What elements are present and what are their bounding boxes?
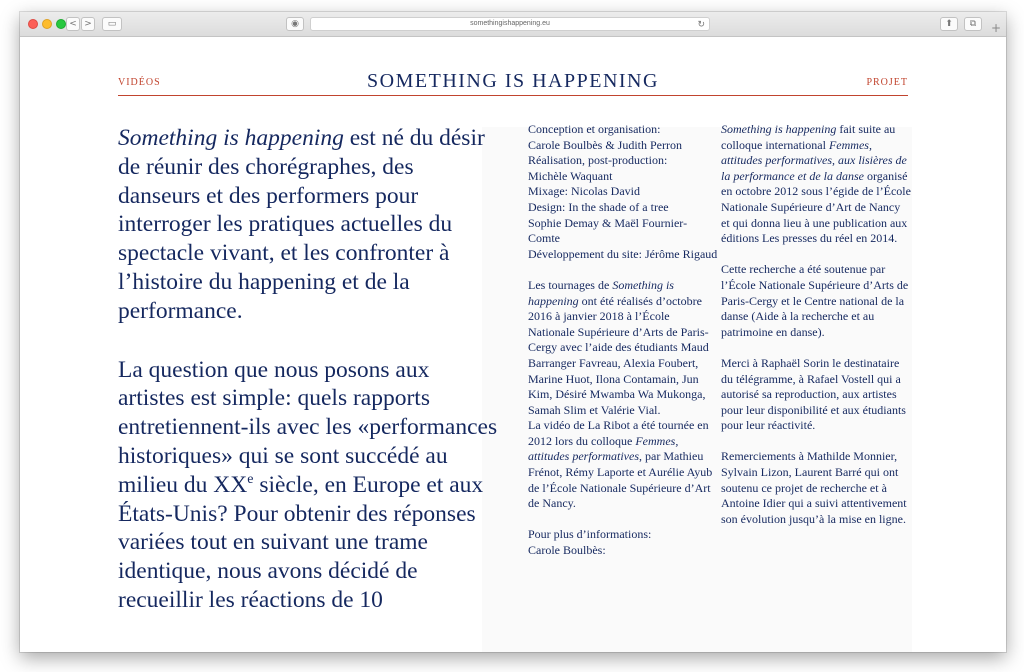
- colloque-paragraph: [721, 122, 911, 247]
- ribot-text-a: La vidéo de La Ribot a été tournée en 2012 lors du colloque: [528, 418, 709, 448]
- share-icon: ⬆: [945, 19, 953, 29]
- intro-p1-text: est né du désir de réunir des chorégraphes, des danseurs et des performers pour interroger les pratiques actuelles du spectacle vivant, et les confronter à l’histoire du happening et de la performance.: [118, 125, 485, 324]
- tournages-text-a: Les tournages de: [528, 277, 613, 292]
- credit-line: Michèle Waquant: [528, 168, 613, 183]
- browser-toolbar: [20, 12, 1006, 37]
- back-button[interactable]: [66, 17, 80, 31]
- support-paragraph: Cette recherche a été soutenue par l’École Nationale Supérieure d’Arts de Paris-Cergy et le Centre national de la danse (Aide à la recherche et au patrimoine en danse).: [721, 262, 909, 339]
- ribot-paragraph: [528, 418, 718, 512]
- tournages-text-b: ont été réalisés d’octobre 2016 à janvier 2018 à l’École Nationale Supérieure d’Arts de Paris-Cergy avec l’aide des étudiants Maud Barranger Favreau, Alexia Foubert, Marine Huot, Ilona Contamain, Jun Kim, Désiré Mwamba Wa Mukonga, Samah Slim et Valérie Vial.: [528, 293, 709, 417]
- credit-line: Design: In the shade of a tree: [528, 199, 669, 214]
- contact-link[interactable]: Carole Boulbès:: [528, 543, 606, 558]
- colloque-text-a: fait suite au colloque international: [721, 122, 896, 152]
- intro-p2-text-a: La question que nous posons aux artistes est simple: quels rapports entretiennent-ils avec les «performances historiques» qui se sont succédé au milieu du XX: [118, 356, 498, 498]
- nav-videos-link[interactable]: VIDÉOS: [118, 77, 161, 88]
- credit-line: Développement du site: Jérôme Rigaud: [528, 246, 718, 261]
- intro-p2-text-b: siècle, en Europe et aux États-Unis? Pour obtenir des réponses variées tout en suivant une trame identique, nous avons décidé de recueillir les réactions de 10: [118, 471, 484, 613]
- share-button[interactable]: [940, 17, 958, 31]
- century-superscript: e: [247, 471, 254, 487]
- address-bar[interactable]: [310, 17, 710, 31]
- credit-line: Carole Boulbès & Judith Perron: [528, 137, 682, 152]
- web-page: [20, 37, 1006, 652]
- new-tab-button[interactable]: [988, 20, 1004, 36]
- colloque-text-b: organisé en octobre 2012 sous l’égide de l’École Nationale Supérieure d’Art de Nancy et qui donna lieu à une publication aux éditions Les presses du réel en 2014.: [721, 168, 911, 246]
- tabs-icon: ⧉: [969, 19, 977, 29]
- close-window-button[interactable]: [28, 19, 38, 29]
- chevron-left-icon: <: [69, 19, 77, 29]
- reload-icon[interactable]: ↻: [697, 19, 705, 29]
- url-text: somethingishappening.eu: [470, 20, 550, 27]
- minimize-window-button[interactable]: [42, 19, 52, 29]
- credit-line: Conception et organisation:: [528, 122, 661, 136]
- chevron-right-icon: >: [84, 19, 92, 29]
- tabs-overview-button[interactable]: [964, 17, 982, 31]
- site-title[interactable]: SOMETHING IS HAPPENING: [367, 70, 659, 92]
- credits-column: [528, 122, 718, 574]
- intro-paragraph-1: [118, 124, 498, 326]
- tournages-paragraph: [528, 278, 718, 418]
- intro-paragraph-2: [118, 356, 498, 615]
- intro-text: [118, 124, 498, 645]
- sidebar-button[interactable]: [102, 17, 122, 31]
- browser-window: [20, 12, 1006, 652]
- ribot-text-b: , par Mathieu Frénot, Rémy Laporte et Aurélie Ayub de l’École Nationale Supérieure d’Art de Nancy.: [528, 449, 713, 511]
- colloque-em: Something is happening: [721, 122, 837, 136]
- privacy-button[interactable]: [286, 17, 304, 31]
- acknowledgements-paragraph: Remerciements à Mathilde Monnier, Sylvain Lizon, Laurent Barré qui ont soutenu ce projet de recherche et à Antoine Idier qui a suivi attentivement son évolution jusqu’à la mise en ligne.: [721, 449, 907, 526]
- sidebar-icon: ▭: [107, 19, 117, 29]
- zoom-window-button[interactable]: [56, 19, 66, 29]
- info-text-a: Pour plus d’informations:: [528, 527, 652, 542]
- plus-icon: +: [990, 21, 1002, 35]
- credit-line: Réalisation, post-production:: [528, 153, 668, 168]
- tournages-em: Something is happening: [528, 277, 674, 308]
- forward-button[interactable]: [81, 17, 95, 31]
- intro-title-em: Something is happening: [118, 125, 344, 151]
- acknowledgements-column: [721, 122, 911, 543]
- info-paragraph: [528, 527, 718, 558]
- header-divider: [118, 95, 908, 96]
- credit-line: Mixage: Nicolas David: [528, 184, 640, 199]
- credit-line: Sophie Demay & Maël Fournier-Comte: [528, 215, 688, 246]
- nav-projet-link[interactable]: PROJET: [866, 77, 908, 88]
- thanks-paragraph: Merci à Raphaël Sorin le destinataire du télégramme, à Rafael Vostell qui a autorisé sa reproduction, aux artistes pour leur disponibilité et aux étudiants pour leur réactivité.: [721, 355, 906, 433]
- colloque-title-em: Femmes, attitudes performatives, aux lisières de la performance et de la danse: [721, 137, 907, 183]
- ribot-em: Femmes, attitudes performatives: [528, 433, 679, 464]
- shield-icon: ◉: [291, 19, 299, 29]
- credits-block: [528, 122, 718, 262]
